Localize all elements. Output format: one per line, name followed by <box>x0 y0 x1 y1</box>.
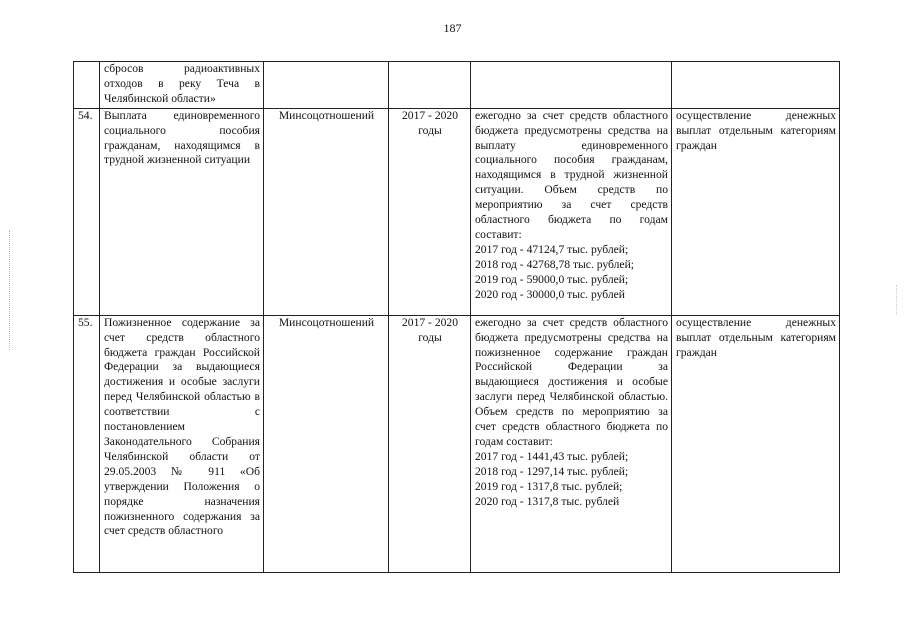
cell-executor: Минсоцотношений <box>264 315 389 572</box>
cell-funding <box>471 315 672 572</box>
amount-line: 2019 год - 59000,0 тыс. рублей; <box>475 272 629 286</box>
table-row-continuation <box>74 62 840 109</box>
period-years: 2017 - 2020 <box>401 108 459 122</box>
amount-line: 2019 год - 1317,8 тыс. рублей; <box>475 479 623 493</box>
table-row <box>74 315 840 572</box>
cell-result: осуществление денежных выплат отдельным категориям граждан <box>672 108 840 315</box>
amount-line: 2020 год - 1317,8 тыс. рублей <box>475 494 620 508</box>
funding-text: ежегодно за счет средств областного бюджета предусмотрены средства на пожизненное содержание граждан Российской Федерации за выдающиеся достижения и особые заслуги перед Челябинской областью. Объем средств по мероприятию за счет средств областного бюджета по годам составит: <box>475 315 668 448</box>
cell-executor: Минсоцотношений <box>264 108 389 315</box>
amount-line: 2017 год - 1441,43 тыс. рублей; <box>475 449 629 463</box>
period-unit: годы <box>418 123 442 137</box>
cell-funding <box>471 62 672 109</box>
cell-funding <box>471 108 672 315</box>
funding-text: ежегодно за счет средств областного бюджета предусмотрены средства на выплату единовременного социального пособия гражданам, находящимся в трудной жизненной ситуации. Объем средств по мероприятию за счет средств областного бюджета по годам составит: <box>475 108 668 241</box>
page-number: 187 <box>443 21 462 35</box>
period-years: 2017 - 2020 <box>401 315 459 329</box>
cell-period <box>389 62 471 109</box>
amount-line: 2017 год - 47124,7 тыс. рублей; <box>475 242 629 256</box>
cell-period <box>389 315 471 572</box>
cell-num <box>74 62 100 109</box>
cell-num: 54. <box>74 108 100 315</box>
scan-edge-mark <box>896 285 898 315</box>
cell-period <box>389 108 471 315</box>
amount-line: 2018 год - 1297,14 тыс. рублей; <box>475 464 629 478</box>
cell-measure: Выплата единовременного социального пособия гражданам, находящимся в трудной жизненной ситуации <box>100 108 264 315</box>
amount-line: 2018 год - 42768,78 тыс. рублей; <box>475 257 635 271</box>
cell-num: 55. <box>74 315 100 572</box>
cell-executor <box>264 62 389 109</box>
amount-line: 2020 год - 30000,0 тыс. рублей <box>475 287 625 301</box>
table-row <box>74 108 840 315</box>
measures-table <box>73 61 840 573</box>
cell-result: осуществление денежных выплат отдельным категориям граждан <box>672 315 840 572</box>
cell-measure: Пожизненное содержание за счет средств областного бюджета граждан Российской Федерации за выдающиеся достижения и особые заслуги перед Челябинской областью в соответствии с постановлением Законодательного Собрания Челябинской области от 29.05.2003 № 911 «Об утверждении Положения о порядке назначения пожизненного содержания за счет средств областного <box>100 315 264 572</box>
scan-edge-mark <box>9 230 11 350</box>
cell-measure: сбросов радиоактивных отходов в реку Теча в Челябинской области» <box>100 62 264 109</box>
period-unit: годы <box>418 330 442 344</box>
cell-result <box>672 62 840 109</box>
